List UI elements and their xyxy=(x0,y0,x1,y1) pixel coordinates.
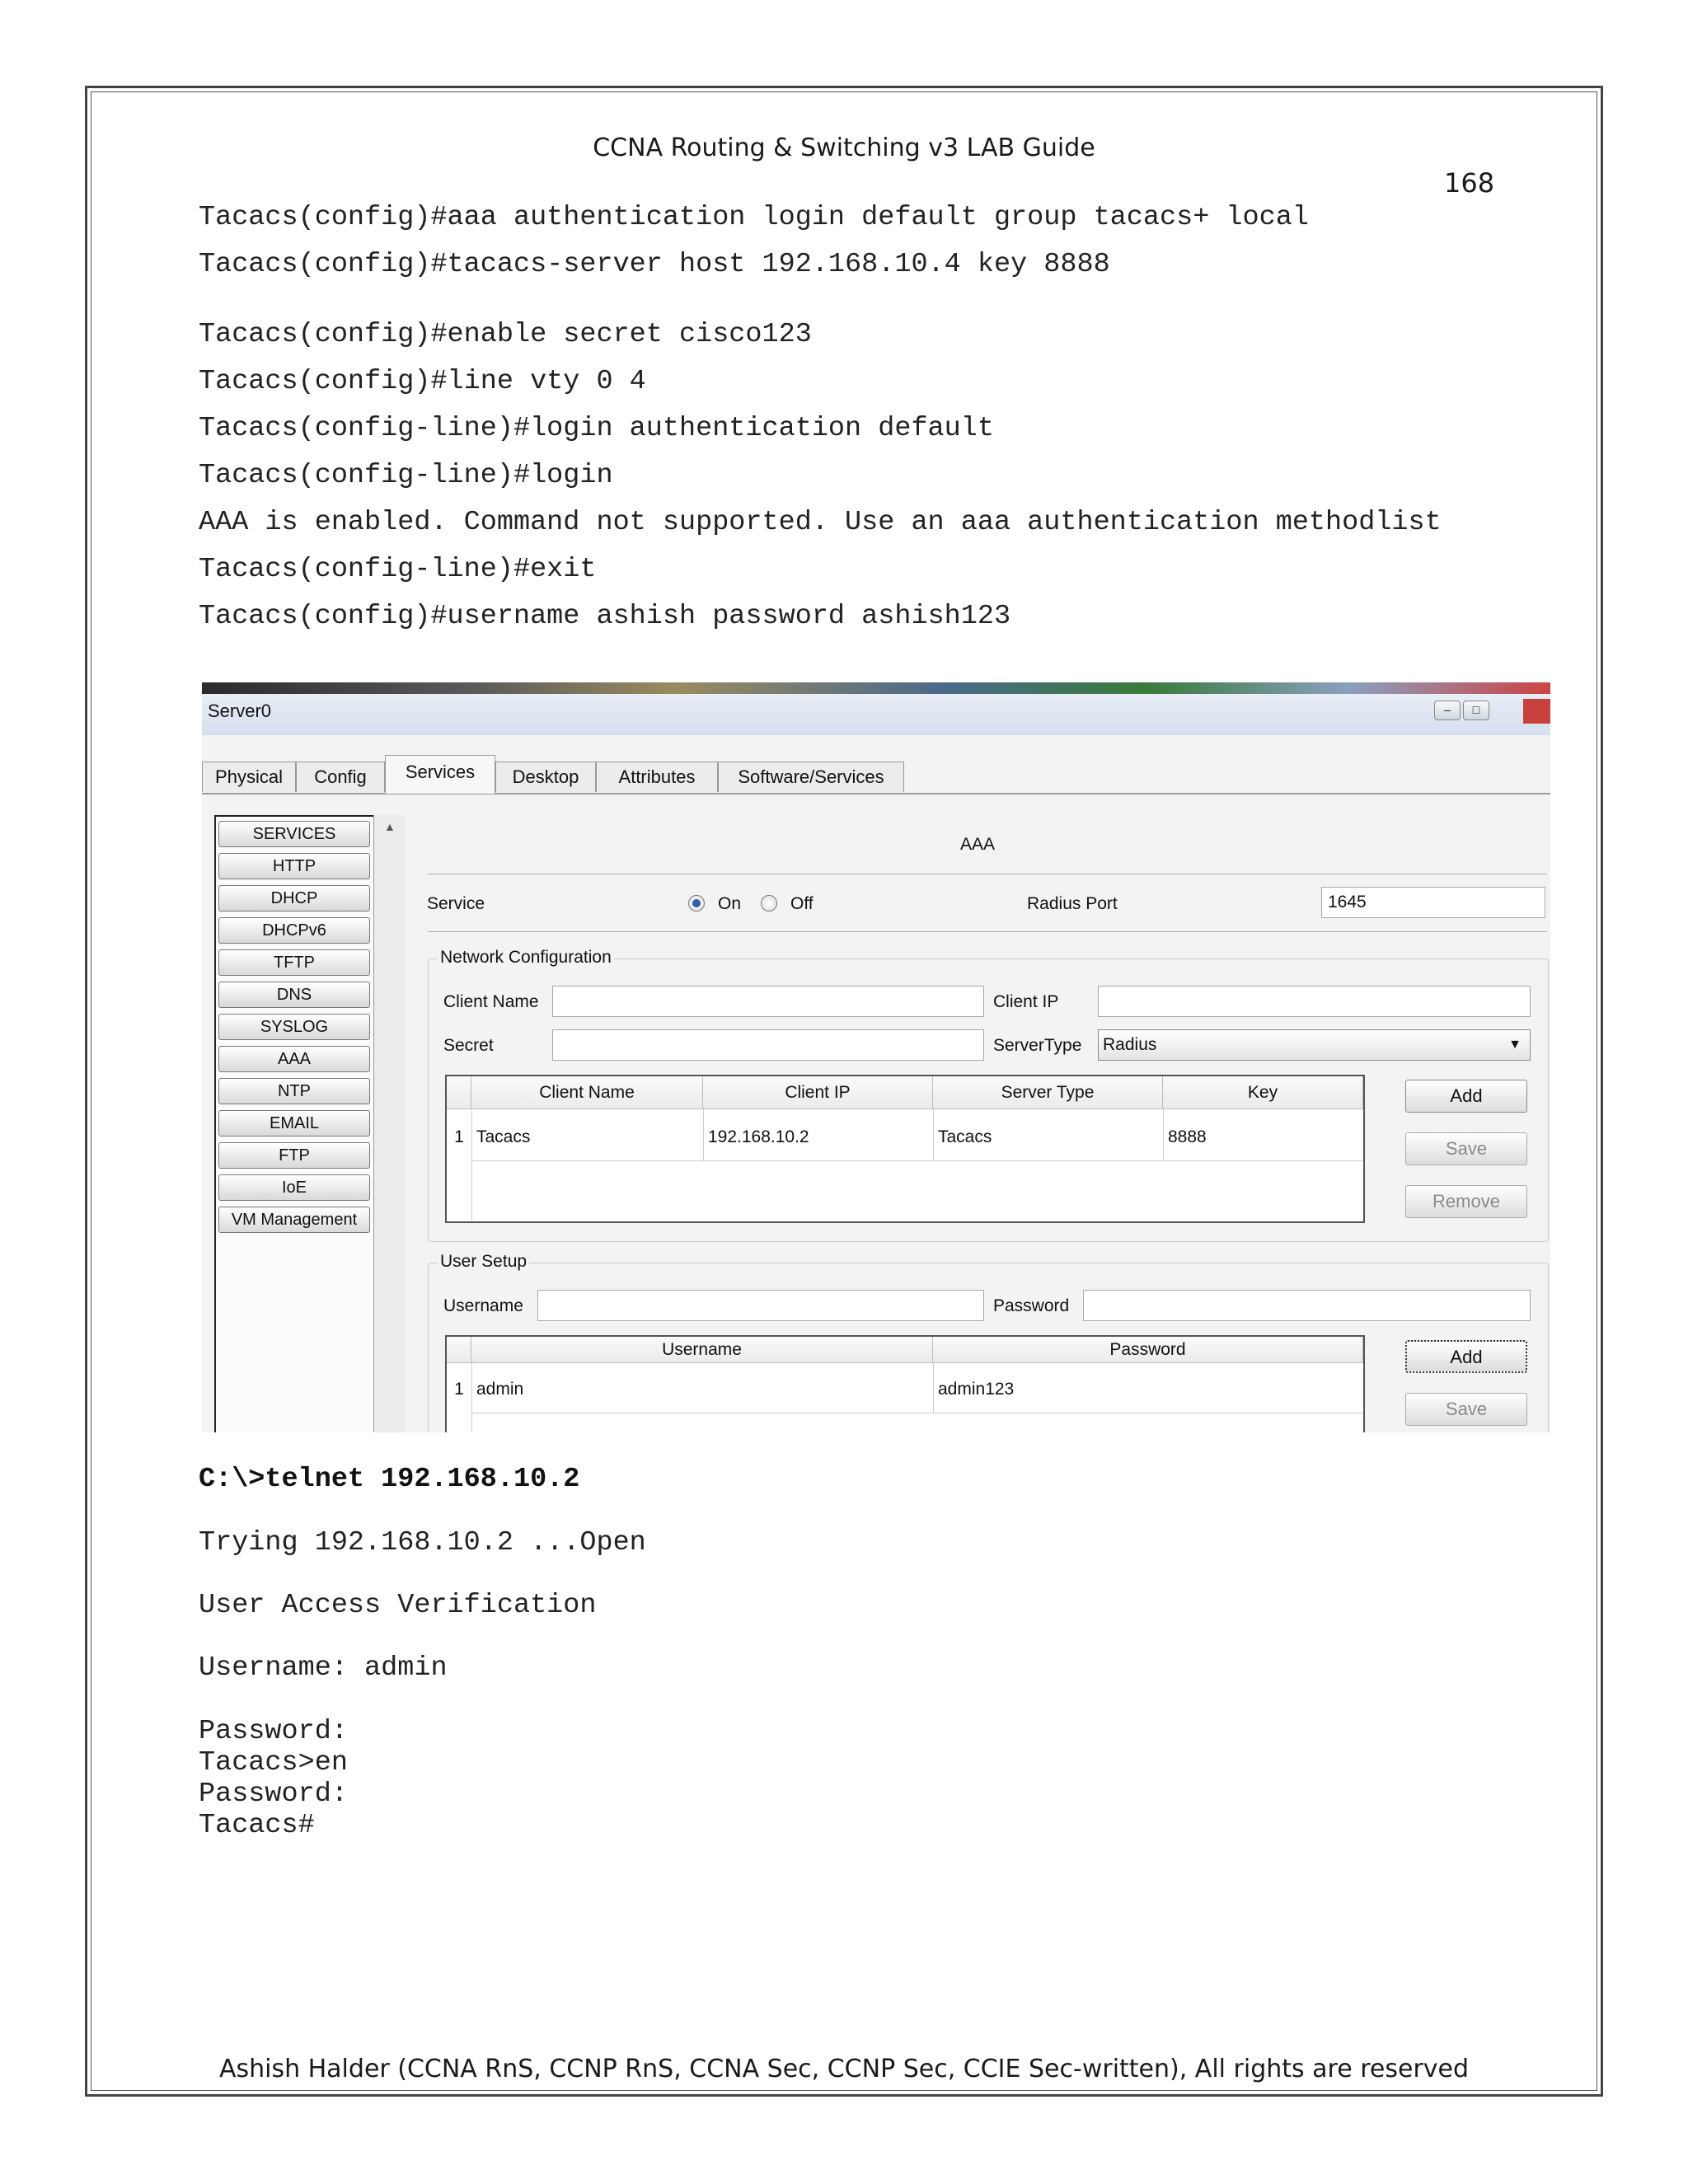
service-button-dhcp[interactable]: DHCP xyxy=(218,885,370,912)
table-corner xyxy=(447,1076,471,1109)
service-button-http[interactable]: HTTP xyxy=(218,853,370,879)
radius-port-input[interactable]: 1645 xyxy=(1321,887,1545,918)
add-client-button[interactable]: Add xyxy=(1405,1080,1527,1113)
secret-label: Secret xyxy=(443,1036,494,1055)
cell-server-type[interactable]: Tacacs xyxy=(938,1127,992,1146)
service-off-label: Off xyxy=(790,894,814,913)
service-button-ntp[interactable]: NTP xyxy=(218,1078,370,1104)
service-button-services[interactable]: SERVICES xyxy=(218,821,370,847)
service-button-ioe[interactable]: IoE xyxy=(218,1174,370,1201)
tab-desktop[interactable]: Desktop xyxy=(495,762,596,792)
network-configuration-legend: Network Configuration xyxy=(438,948,614,968)
service-on-radio[interactable] xyxy=(688,895,705,912)
config-line: Tacacs(config-line)#exit xyxy=(199,554,597,585)
table-divider xyxy=(1163,1109,1164,1160)
username-label: Username xyxy=(443,1296,523,1315)
password-label: Password xyxy=(993,1296,1070,1315)
config-line: AAA is enabled. Command not supported. Use an aaa authentication methodlist xyxy=(199,507,1442,538)
remove-client-button[interactable]: Remove xyxy=(1405,1185,1527,1218)
config-line: Tacacs(config-line)#login authentication default xyxy=(199,413,994,444)
tab-config[interactable]: Config xyxy=(296,762,385,792)
tab-attributes[interactable]: Attributes xyxy=(596,762,718,792)
page-number: 168 xyxy=(1444,167,1495,199)
service-button-dns[interactable]: DNS xyxy=(218,982,370,1008)
row-number: 1 xyxy=(454,1127,464,1146)
telnet-output: Password: xyxy=(199,1779,348,1810)
secret-input[interactable] xyxy=(552,1029,984,1061)
telnet-output: Password: xyxy=(199,1716,348,1747)
service-button-syslog[interactable]: SYSLOG xyxy=(218,1014,370,1040)
minimize-icon[interactable]: – xyxy=(1434,701,1461,720)
client-name-input[interactable] xyxy=(552,986,984,1017)
desktop-background-strip xyxy=(202,682,1550,694)
config-line: Tacacs(config)#aaa authentication login default group tacacs+ local xyxy=(199,202,1309,233)
add-user-button[interactable]: Add xyxy=(1405,1340,1527,1373)
tab-physical[interactable]: Physical xyxy=(202,762,296,792)
user-setup-legend: User Setup xyxy=(438,1252,529,1272)
table-divider xyxy=(703,1109,704,1160)
table-corner xyxy=(447,1337,471,1363)
server-type-value: Radius xyxy=(1103,1035,1157,1054)
telnet-command: C:\>telnet 192.168.10.2 xyxy=(199,1464,580,1495)
telnet-output: Tacacs>en xyxy=(199,1747,348,1779)
table-divider xyxy=(471,1109,472,1221)
service-button-ftp[interactable]: FTP xyxy=(218,1142,370,1169)
column-header-key[interactable]: Key xyxy=(1163,1076,1363,1109)
users-table xyxy=(445,1335,1365,1432)
table-divider xyxy=(471,1363,472,1432)
telnet-output: User Access Verification xyxy=(199,1590,597,1621)
divider xyxy=(428,931,1547,932)
scroll-up-icon[interactable]: ▲ xyxy=(384,820,396,833)
client-name-label: Client Name xyxy=(443,992,539,1011)
config-line: Tacacs(config)#line vty 0 4 xyxy=(199,366,646,397)
column-header-client-ip[interactable]: Client IP xyxy=(703,1076,933,1109)
service-button-vm-management[interactable]: VM Management xyxy=(218,1207,370,1233)
dropdown-arrow-icon: ▼ xyxy=(1508,1038,1522,1052)
cell-key[interactable]: 8888 xyxy=(1168,1127,1207,1146)
row-divider xyxy=(471,1160,1363,1161)
service-label: Service xyxy=(427,894,485,913)
save-client-button[interactable]: Save xyxy=(1405,1132,1527,1165)
cell-username[interactable]: admin xyxy=(476,1380,524,1399)
save-user-button[interactable]: Save xyxy=(1405,1393,1527,1426)
server-type-label: ServerType xyxy=(993,1036,1082,1055)
service-off-radio[interactable] xyxy=(761,895,777,912)
server-type-select[interactable] xyxy=(1098,1029,1531,1061)
service-button-email[interactable]: EMAIL xyxy=(218,1110,370,1137)
maximize-icon[interactable]: □ xyxy=(1463,701,1489,720)
telnet-output: Tacacs# xyxy=(199,1810,315,1841)
page-header: CCNA Routing & Switching v3 LAB Guide xyxy=(593,134,1095,162)
service-button-aaa[interactable]: AAA xyxy=(218,1046,370,1072)
config-line: Tacacs(config)#enable secret cisco123 xyxy=(199,319,812,350)
password-input[interactable] xyxy=(1083,1290,1531,1321)
client-ip-label: Client IP xyxy=(993,992,1059,1011)
window-titlebar xyxy=(202,694,1550,735)
config-line: Tacacs(config-line)#login xyxy=(199,460,613,491)
column-header-client-name[interactable]: Client Name xyxy=(471,1076,703,1109)
window-title: Server0 xyxy=(208,701,272,721)
config-line: Tacacs(config)#tacacs-server host 192.168.10.4 key 8888 xyxy=(199,249,1110,280)
cell-client-name[interactable]: Tacacs xyxy=(476,1127,531,1146)
aaa-heading: AAA xyxy=(960,835,996,854)
telnet-output: Username: admin xyxy=(199,1652,448,1684)
cell-client-ip[interactable]: 192.168.10.2 xyxy=(708,1127,809,1146)
server-window-screenshot xyxy=(202,682,1550,1432)
cell-password[interactable]: admin123 xyxy=(938,1380,1015,1399)
telnet-output: Trying 192.168.10.2 ...Open xyxy=(199,1527,646,1558)
page-footer: Ashish Halder (CCNA RnS, CCNP RnS, CCNA Sec, CCNP Sec, CCIE Sec-written), All rights are reserved xyxy=(218,2055,1470,2083)
client-ip-input[interactable] xyxy=(1098,986,1531,1017)
column-header-server-type[interactable]: Server Type xyxy=(933,1076,1163,1109)
column-header-password[interactable]: Password xyxy=(933,1337,1363,1363)
config-line: Tacacs(config)#username ashish password ashish123 xyxy=(199,601,1011,632)
tab-software-services[interactable]: Software/Services xyxy=(718,762,904,792)
table-divider xyxy=(933,1363,934,1413)
clients-table xyxy=(445,1075,1365,1223)
sidebar-scrollbar[interactable] xyxy=(373,815,406,1432)
row-number: 1 xyxy=(454,1380,464,1399)
column-header-username[interactable]: Username xyxy=(471,1337,933,1363)
close-icon[interactable] xyxy=(1523,699,1550,724)
tab-services[interactable]: Services xyxy=(385,755,495,794)
service-on-label: On xyxy=(718,894,742,913)
service-button-dhcpv6[interactable]: DHCPv6 xyxy=(218,917,370,944)
radius-port-label: Radius Port xyxy=(1027,894,1118,913)
username-input[interactable] xyxy=(537,1290,984,1321)
table-divider xyxy=(933,1109,934,1160)
service-button-tftp[interactable]: TFTP xyxy=(218,949,370,976)
